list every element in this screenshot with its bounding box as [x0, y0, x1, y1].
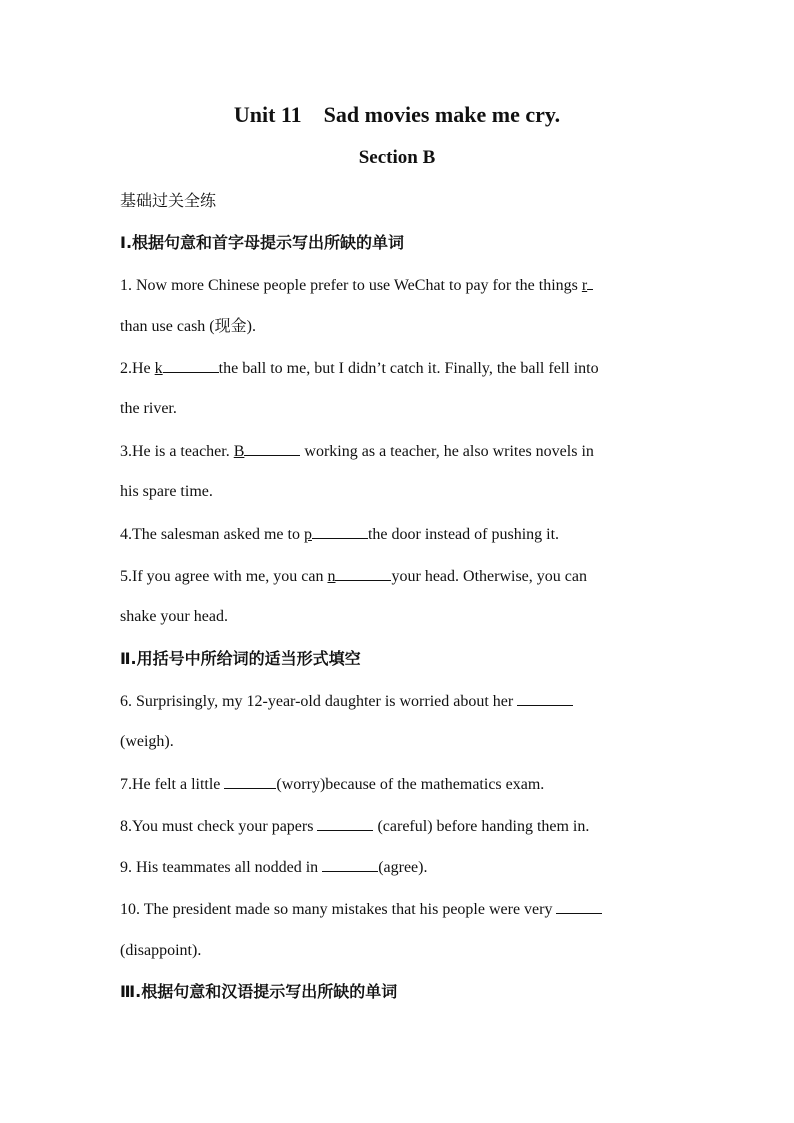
question-6-blank[interactable]: [517, 691, 573, 706]
question-1-hint-letter: r: [581, 277, 588, 294]
question-1-blank[interactable]: [587, 275, 593, 290]
question-5-hint-letter: n: [327, 568, 336, 585]
question-2-hint-letter: k: [154, 360, 163, 377]
question-8-text: 8.You must check your papers: [120, 818, 318, 835]
question-9-text-cont: (agree).: [378, 859, 428, 876]
question-3-blank[interactable]: [244, 441, 300, 456]
question-2-line-1: [120, 358, 680, 379]
question-10-text: 10. The president made so many mistakes that his people were very: [120, 901, 557, 918]
question-9-blank[interactable]: [322, 857, 378, 872]
question-2-line-2: the river.: [120, 400, 177, 417]
question-1-text: 1. Now more Chinese people prefer to use WeChat to pay for the things: [120, 277, 582, 294]
question-7-text: 7.He felt a little: [120, 776, 225, 793]
question-3-text-cont: working as a teacher, he also writes novels in: [300, 443, 594, 460]
question-6-line-2: (weigh).: [120, 733, 174, 750]
question-4-line-1: [120, 524, 680, 545]
question-10-blank[interactable]: [556, 899, 602, 914]
question-6-line-1: [120, 691, 680, 712]
question-2-text: 2.He: [120, 360, 155, 377]
question-1-line-1: [120, 275, 680, 296]
question-3-line-2: his spare time.: [120, 483, 213, 500]
question-4-blank[interactable]: [312, 524, 368, 539]
question-4-text: 4.The salesman asked me to: [120, 526, 304, 543]
question-1-text-end: ).: [246, 318, 256, 335]
question-5-line-2: shake your head.: [120, 608, 228, 625]
question-10-line-1: [120, 899, 680, 920]
question-10-line-2: (disappoint).: [120, 942, 202, 959]
question-9-text: 9. His teammates all nodded in: [120, 859, 323, 876]
question-1-line-2: [120, 316, 680, 337]
question-5-text: 5.If you agree with me, you can: [120, 568, 328, 585]
part-1-heading: Ⅰ.根据句意和首字母提示写出所缺的单词: [120, 233, 405, 252]
question-8-text-cont: (careful) before handing them in.: [373, 818, 590, 835]
question-4-hint-letter: p: [303, 526, 312, 543]
question-7-blank[interactable]: [224, 774, 276, 789]
question-1-chinese-hint: 现金: [214, 316, 247, 335]
question-4-text-cont: the door instead of pushing it.: [367, 526, 560, 543]
question-7-line-1: [120, 774, 680, 795]
part-2-heading: Ⅱ.用括号中所给词的适当形式填空: [120, 649, 361, 668]
section-subtitle: Section B: [358, 147, 436, 168]
question-5-text-cont: your head. Otherwise, you can: [391, 568, 587, 585]
question-8-blank[interactable]: [317, 816, 373, 831]
question-3-line-1: [120, 441, 680, 462]
question-3-hint-letter: B: [233, 443, 245, 460]
question-2-text-cont: the ball to me, but I didn’t catch it. Finally, the ball fell into: [218, 360, 599, 377]
question-3-text: 3.He is a teacher.: [120, 443, 234, 460]
question-2-blank[interactable]: [163, 358, 219, 373]
question-6-text: 6. Surprisingly, my 12-year-old daughter is worried about her: [120, 693, 518, 710]
part-3-heading: Ⅲ.根据句意和汉语提示写出所缺的单词: [120, 982, 398, 1001]
question-5-line-1: [120, 566, 680, 587]
exercise-intro: 基础过关全练: [120, 191, 217, 210]
question-7-text-cont: (worry)because of the mathematics exam.: [276, 776, 545, 793]
question-5-blank[interactable]: [335, 566, 391, 581]
question-8-line-1: [120, 816, 680, 837]
page-title: Unit 11 Sad movies make me cry.: [233, 102, 561, 127]
question-1-text-cont: than use cash (: [120, 318, 215, 335]
question-9-line-1: [120, 857, 680, 878]
